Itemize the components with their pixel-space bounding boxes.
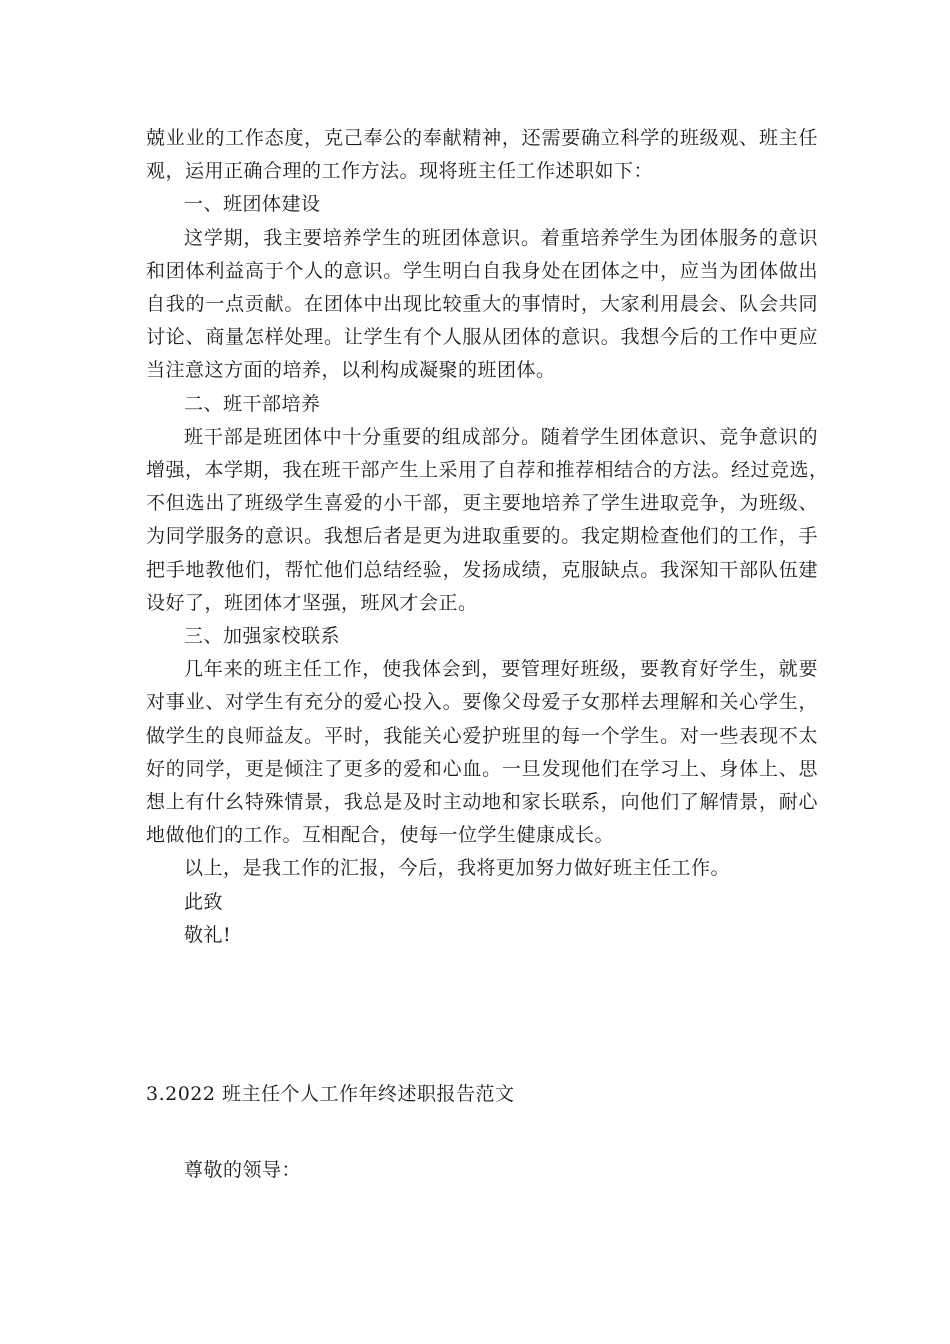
text-line: 对事业、对学生有充分的爱心投入。要像父母爱子女那样去理解和关心学生， [146,691,818,714]
text-line: 三、加强家校联系 [184,625,341,647]
text-line: 以上，是我工作的汇报，今后，我将更加努力做好班主任工作。 [184,857,731,880]
section-title: 3.2022 班主任个人工作年终述职报告范文 [146,1083,515,1105]
text-line: 好的同学，更是倾注了更多的爱和心血。一旦发现他们在学习上、身体上、思 [146,757,818,780]
text-line: 把手地教他们，帮忙他们总结经验，发扬成绩，克服缺点。我深知干部队伍建 [146,558,818,581]
text-line: 此致 [184,890,224,913]
text-line: 讨论、商量怎样处理。让学生有个人服从团体的意识。我想今后的工作中更应 [146,326,818,349]
text-line: 为同学服务的意识。我想后者是更为进取重要的。我定期检查他们的工作，手 [146,525,818,548]
text-line: 几年来的班主任工作，使我体会到，要管理好班级，要教育好学生，就要 [184,658,818,681]
text-line: 这学期，我主要培养学生的班团体意识。着重培养学生为团体服务的意识 [184,226,818,249]
text-line: 和团体利益高于个人的意识。学生明白自我身处在团体之中，应当为团体做出 [146,259,818,282]
text-line: 班干部是班团体中十分重要的组成部分。随着学生团体意识、竞争意识的 [184,425,818,448]
text-line: 当注意这方面的培养，以利构成凝聚的班团体。 [146,359,556,382]
text-line: 想上有什幺特殊情景，我总是及时主动地和家长联系，向他们了解情景，耐心 [146,791,818,813]
text-line: 设好了，班团体才坚强，班风才会正。 [146,591,478,614]
text-line: 增强，本学期，我在班干部产生上采用了自荐和推荐相结合的方法。经过竞选， [146,459,829,481]
text-line: 观，运用正确合理的工作方法。现将班主任工作述职如下： [146,160,654,183]
text-line: 做学生的良师益友。平时，我能关心爱护班里的每一个学生。对一些表现不太 [146,724,818,747]
text-line: 不但选出了班级学生喜爱的小干部，更主要地培养了学生进取竞争，为班级、 [146,492,818,515]
text-line: 兢业业的工作态度，克己奉公的奉献精神，还需要确立科学的班级观、班主任 [146,127,818,149]
text-line: 地做他们的工作。互相配合，使每一位学生健康成长。 [146,824,615,847]
salutation: 尊敬的领导： [184,1159,302,1181]
text-line: 一、班团体建设 [184,193,321,216]
text-line: 敬礼! [184,923,232,946]
text-line: 自我的一点贡献。在团体中出现比较重大的事情时，大家利用晨会、队会共同 [146,293,818,315]
text-line: 二、班干部培养 [184,392,321,415]
